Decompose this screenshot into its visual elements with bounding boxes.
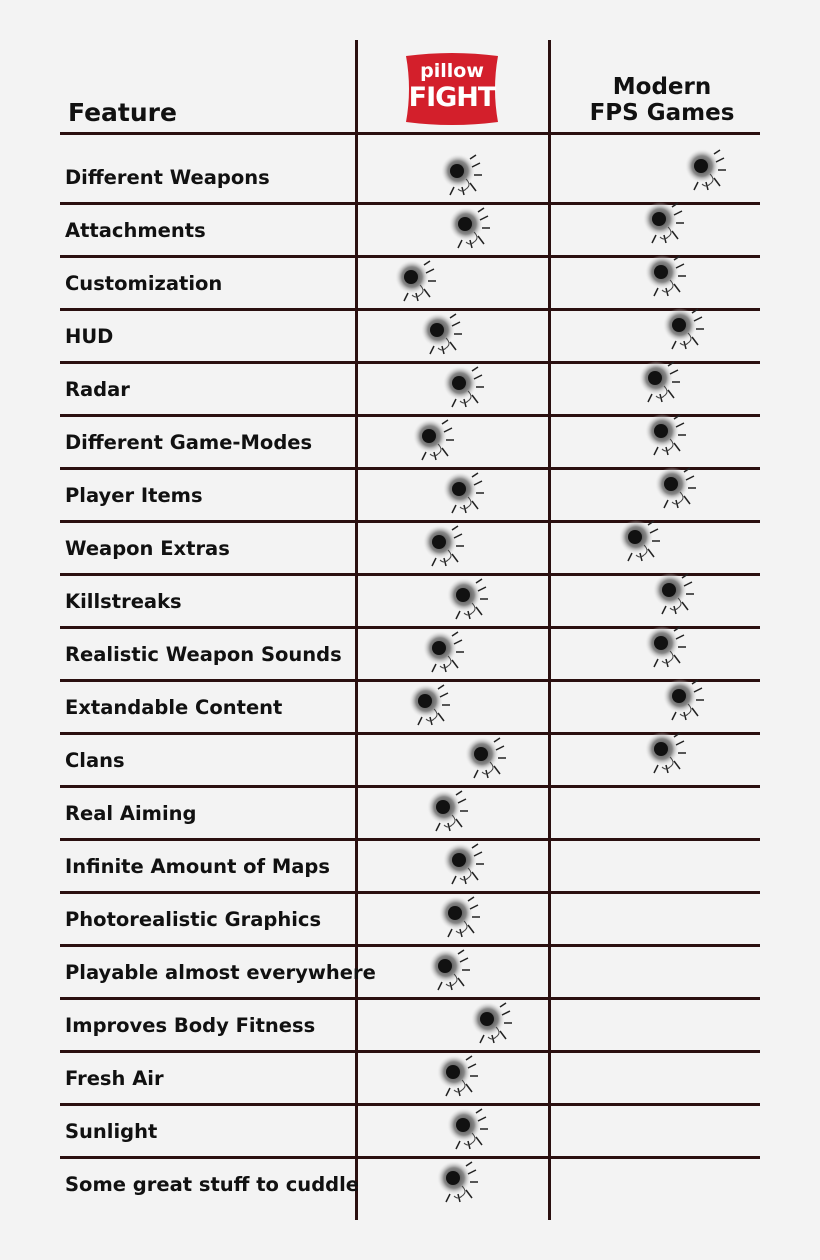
bullet-hole-icon: [650, 462, 700, 512]
row-separator: [60, 944, 760, 947]
feature-label: Playable almost everywhere: [65, 961, 376, 984]
row-separator: [60, 997, 760, 1000]
bullet-hole-icon: [438, 361, 488, 411]
feature-label: Photorealistic Graphics: [65, 908, 322, 931]
pillow-fight-logo: [400, 50, 504, 128]
row-separator: [60, 1050, 760, 1053]
feature-label: Infinite Amount of Maps: [65, 855, 330, 878]
modern-fps-header-line2: FPS Games: [589, 100, 735, 126]
bullet-hole-icon: [442, 1103, 492, 1153]
feature-label: Clans: [65, 749, 125, 772]
bullet-hole-icon: [408, 414, 458, 464]
row-separator: [60, 838, 760, 841]
bullet-hole-icon: [640, 250, 690, 300]
bullet-hole-icon: [680, 144, 730, 194]
feature-label: Different Weapons: [65, 166, 270, 189]
bullet-hole-icon: [466, 997, 516, 1047]
feature-label: Improves Body Fitness: [65, 1014, 316, 1037]
bullet-hole-icon: [432, 1050, 482, 1100]
bullet-hole-icon: [442, 573, 492, 623]
bullet-hole-icon: [422, 785, 472, 835]
logo-word-pillow: pillow: [420, 60, 484, 82]
bullet-hole-icon: [634, 356, 684, 406]
feature-label: Different Game-Modes: [65, 431, 313, 454]
feature-label: Attachments: [65, 219, 206, 242]
bullet-hole-icon: [418, 520, 468, 570]
row-separator: [60, 785, 760, 788]
bullet-hole-icon: [390, 255, 440, 305]
column-divider-left: [355, 40, 358, 1220]
bullet-hole-icon: [416, 308, 466, 358]
bullet-hole-icon: [648, 568, 698, 618]
feature-label: HUD: [65, 325, 114, 348]
header-separator: [60, 132, 760, 135]
column-divider-right: [548, 40, 551, 1220]
bullet-hole-icon: [638, 197, 688, 247]
feature-label: Extandable Content: [65, 696, 283, 719]
feature-label: Weapon Extras: [65, 537, 230, 560]
feature-label: Sunlight: [65, 1120, 158, 1143]
feature-label: Radar: [65, 378, 130, 401]
bullet-hole-icon: [418, 626, 468, 676]
bullet-hole-icon: [432, 1156, 482, 1206]
bullet-hole-icon: [424, 944, 474, 994]
bullet-hole-icon: [434, 891, 484, 941]
feature-label: Some great stuff to cuddle: [65, 1173, 360, 1196]
modern-fps-header-line1: Modern: [612, 74, 712, 100]
bullet-hole-icon: [640, 727, 690, 777]
bullet-hole-icon: [640, 621, 690, 671]
bullet-hole-icon: [460, 732, 510, 782]
logo-word-fight: FIGHT: [408, 82, 496, 113]
bullet-hole-icon: [404, 679, 454, 729]
modern-fps-column-header: [552, 74, 772, 126]
feature-column-header: Feature: [68, 98, 177, 127]
feature-label: Realistic Weapon Sounds: [65, 643, 342, 666]
row-separator: [60, 1156, 760, 1159]
bullet-hole-icon: [444, 202, 494, 252]
feature-label: Real Aiming: [65, 802, 197, 825]
feature-label: Fresh Air: [65, 1067, 164, 1090]
row-separator: [60, 891, 760, 894]
row-separator: [60, 308, 760, 311]
feature-label: Customization: [65, 272, 223, 295]
feature-label: Killstreaks: [65, 590, 182, 613]
bullet-hole-icon: [614, 515, 664, 565]
bullet-hole-icon: [438, 838, 488, 888]
bullet-hole-icon: [658, 303, 708, 353]
bullet-hole-icon: [640, 409, 690, 459]
bullet-hole-icon: [438, 467, 488, 517]
bullet-hole-icon: [436, 149, 486, 199]
feature-label: Player Items: [65, 484, 203, 507]
bullet-hole-icon: [658, 674, 708, 724]
row-separator: [60, 1103, 760, 1106]
